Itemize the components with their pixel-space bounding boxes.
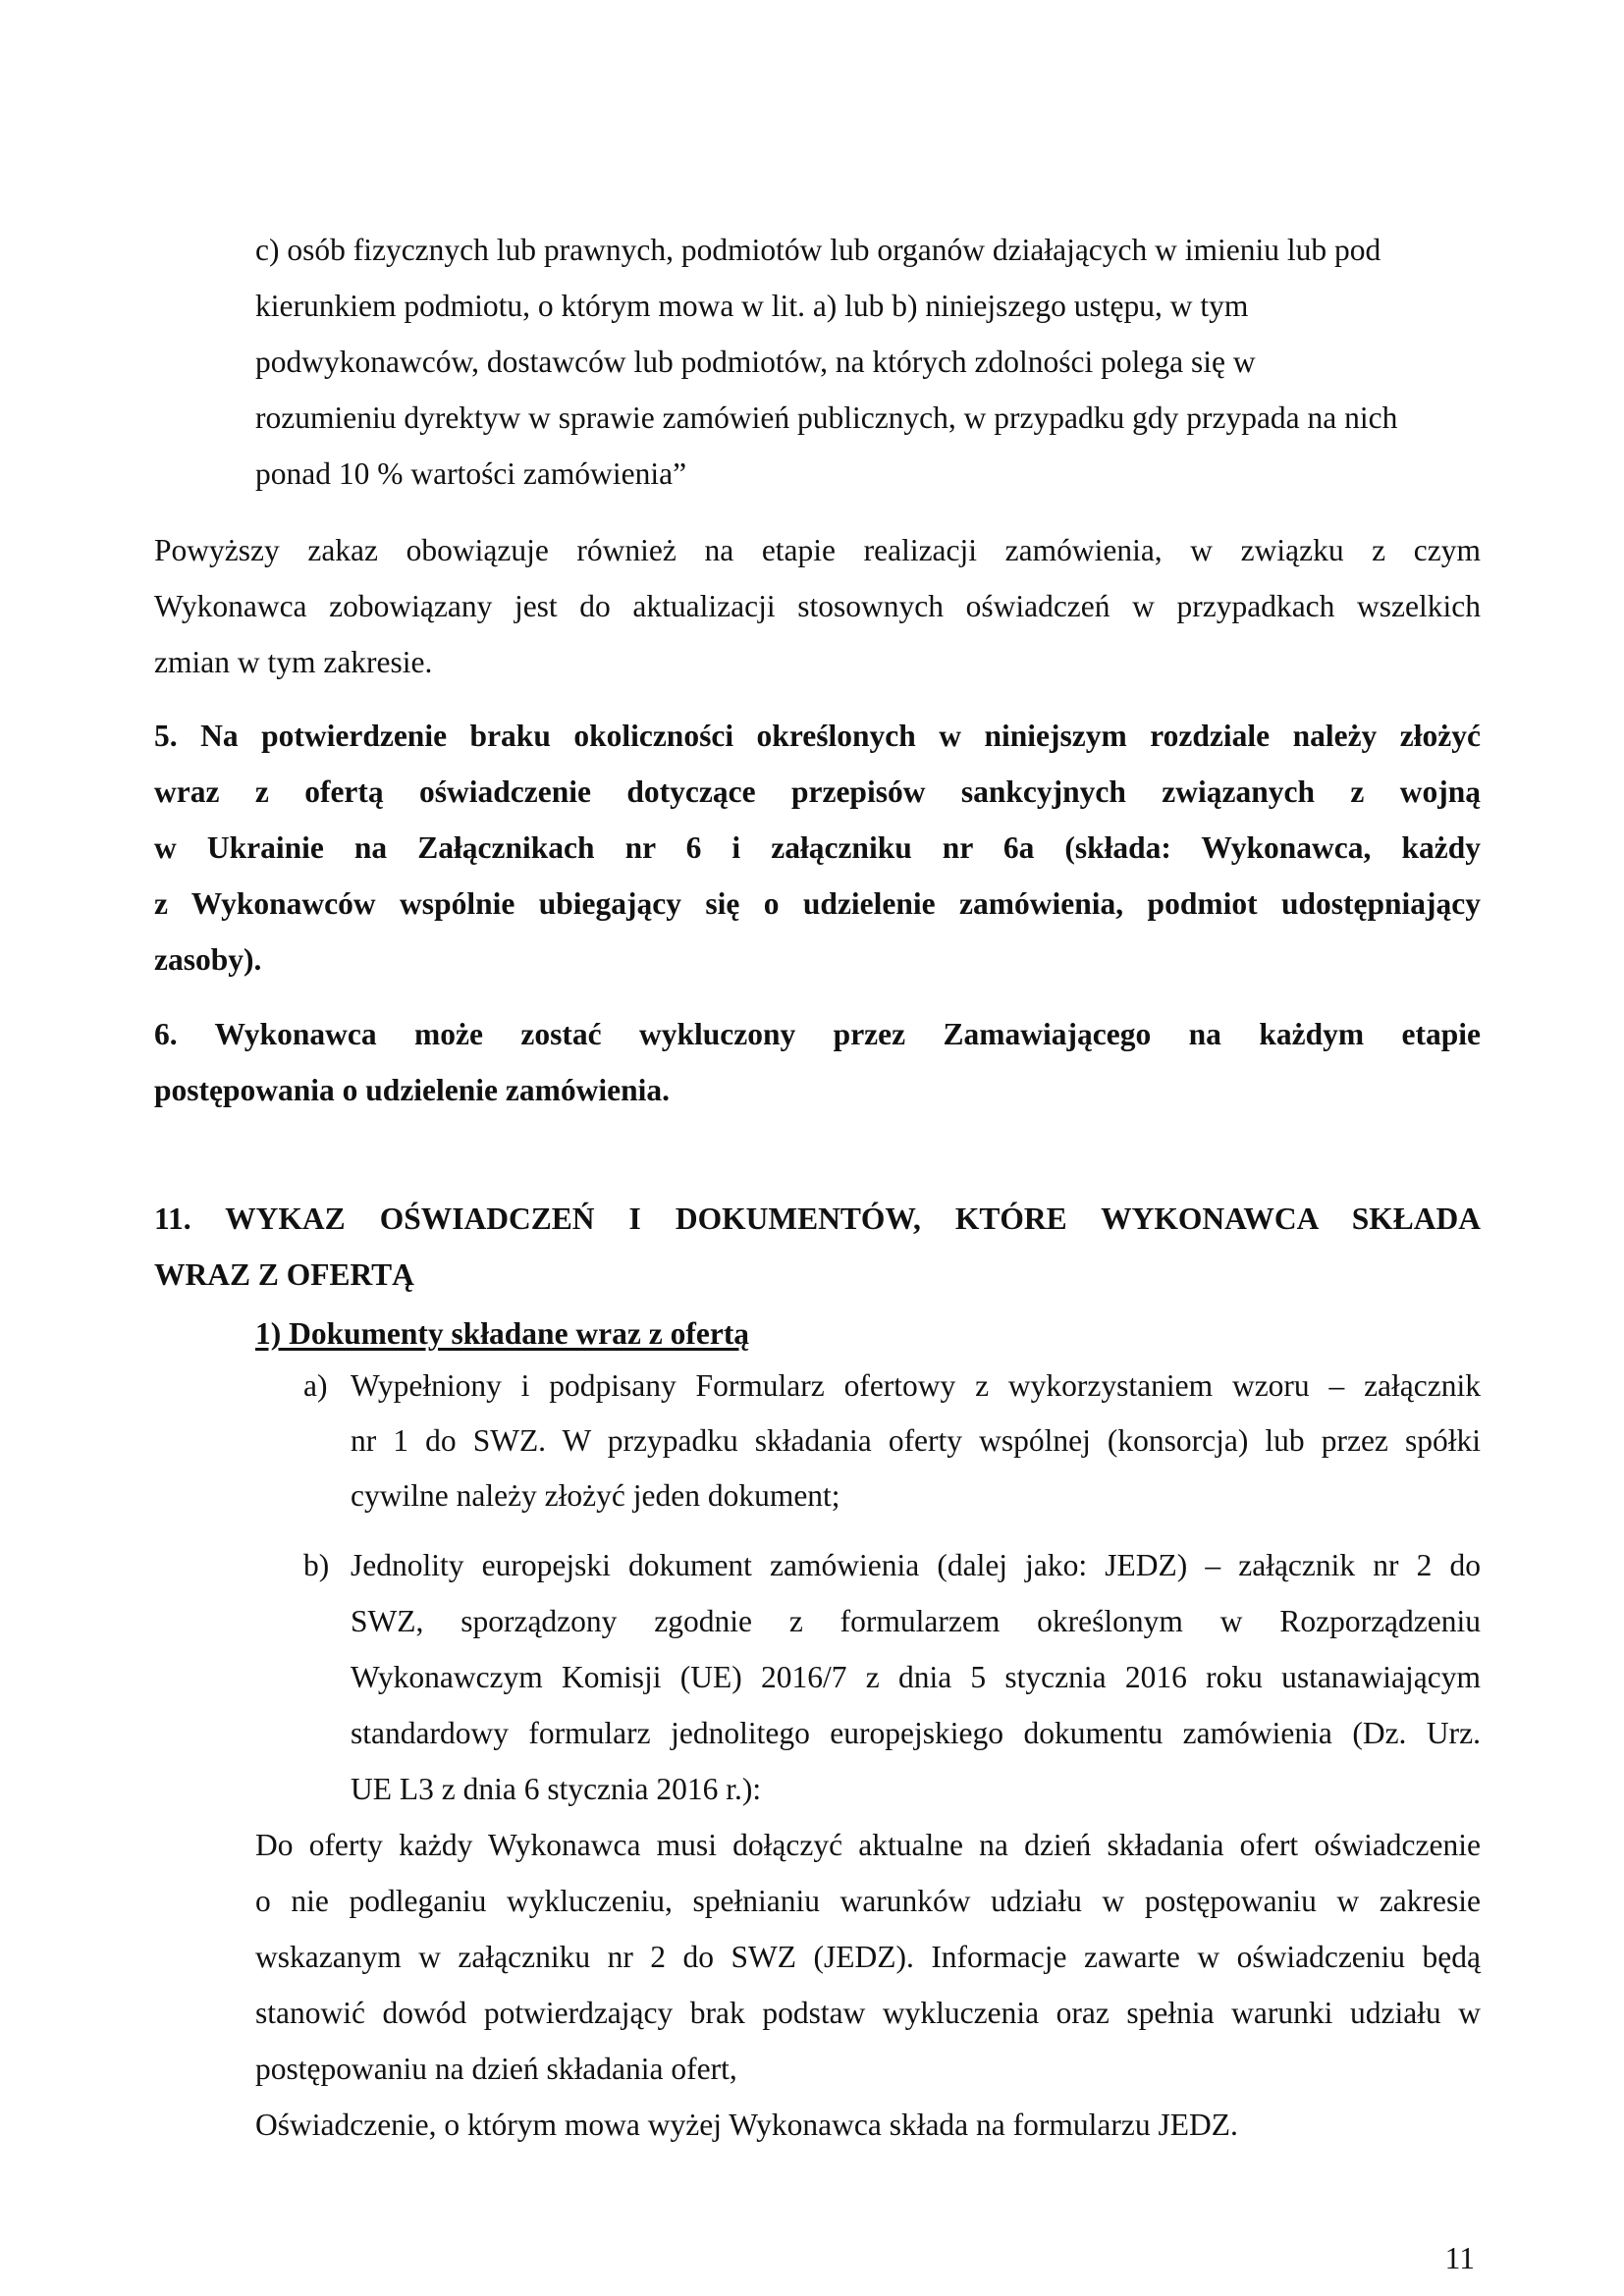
prohibition-note-line: Powyższy zakaz obowiązuje również na etapie realizacji zamówienia, w związku z czym	[154, 533, 1481, 567]
item-5-line: w Ukrainie na Załącznikach nr 6 i załączniku nr 6a (składa: Wykonawca, każdy	[154, 830, 1481, 865]
item-5-line: wraz z ofertą oświadczenie dotyczące przepisów sankcyjnych związanych z wojną	[154, 774, 1481, 809]
section-heading-line: 11. WYKAZ OŚWIADCZEŃ I DOKUMENTÓW, KTÓRE WYKONAWCA SKŁADA	[154, 1201, 1481, 1236]
list-item-line: nr 1 do SWZ. W przypadku składania oferty wspólnej (konsorcja) lub przez spółki	[351, 1423, 1481, 1458]
section-heading-line: WRAZ Z OFERTĄ	[154, 1257, 414, 1292]
point-c-paragraph	[255, 222, 1481, 502]
list-marker: a)	[303, 1368, 328, 1403]
list-item-line: cywilne należy złożyć jeden dokument;	[351, 1478, 840, 1513]
point-c-line: rozumieniu dyrektyw w sprawie zamówień publicznych, w przypadku gdy przypada na nich	[255, 400, 1398, 435]
page-number: 11	[1444, 2241, 1475, 2275]
prohibition-note-line: zmian w tym zakresie.	[154, 645, 433, 679]
list-item-line: Wypełniony i podpisany Formularz ofertowy z wykorzystaniem wzoru – załącznik	[351, 1368, 1481, 1403]
closing-paragraph	[255, 1817, 1481, 2097]
list-item-line: Jednolity europejski dokument zamówienia (dalej jako: JEDZ) – załącznik nr 2 do	[351, 1548, 1481, 1582]
prohibition-note-line: Wykonawca zobowiązany jest do aktualizacji stosownych oświadczeń w przypadkach wszelkich	[154, 589, 1481, 623]
item-6-line: 6. Wykonawca może zostać wykluczony przez Zamawiającego na każdym etapie	[154, 1017, 1481, 1051]
point-c-line: ponad 10 % wartości zamówienia”	[255, 456, 687, 491]
closing-line: postępowaniu na dzień składania ofert,	[255, 2052, 737, 2086]
final-statement: Oświadczenie, o którym mowa wyżej Wykonawca składa na formularzu JEDZ.	[255, 2108, 1238, 2142]
list-marker: b)	[303, 1548, 330, 1582]
item-6-line: postępowania o udzielenie zamówienia.	[154, 1073, 670, 1107]
closing-line: stanowić dowód potwierdzający brak podstaw wykluczenia oraz spełnia warunki udziału w	[255, 1996, 1481, 2030]
prohibition-note-paragraph	[154, 522, 1481, 690]
closing-line: wskazanym w załączniku nr 2 do SWZ (JEDZ). Informacje zawarte w oświadczeniu będą	[255, 1940, 1481, 1974]
closing-line: o nie podleganiu wykluczeniu, spełnianiu warunków udziału w postępowaniu w zakresie	[255, 1884, 1481, 1918]
list-item-line: UE L3 z dnia 6 stycznia 2016 r.):	[351, 1772, 762, 1806]
point-c-line: kierunkiem podmiotu, o którym mowa w lit. a) lub b) niniejszego ustępu, w tym	[255, 289, 1249, 323]
closing-line: Do oferty każdy Wykonawca musi dołączyć aktualne na dzień składania ofert oświadczenie	[255, 1828, 1481, 1862]
point-c-line: podwykonawców, dostawców lub podmiotów, na których zdolności polega się w	[255, 345, 1256, 379]
item-5-line: z Wykonawców wspólnie ubiegający się o udzielenie zamówienia, podmiot udostępniający	[154, 886, 1481, 921]
list-item-a	[303, 1359, 1481, 1523]
item-5-line: zasoby).	[154, 942, 262, 977]
item-5-line: 5. Na potwierdzenie braku okoliczności określonych w niniejszym rozdziale należy złożyć	[154, 719, 1481, 753]
item-5-paragraph	[154, 708, 1481, 988]
section-11-heading	[154, 1191, 1481, 1303]
item-6-paragraph	[154, 1006, 1481, 1118]
list-item-line: Wykonawczym Komisji (UE) 2016/7 z dnia 5 stycznia 2016 roku ustanawiającym	[351, 1660, 1481, 1694]
list-item-line: SWZ, sporządzony zgodnie z formularzem określonym w Rozporządzeniu	[351, 1604, 1481, 1638]
subsection-1-heading: 1) Dokumenty składane wraz z ofertą	[255, 1316, 750, 1351]
list-item-b	[303, 1537, 1481, 1817]
point-c-line: c) osób fizycznych lub prawnych, podmiotów lub organów działających w imieniu lub pod	[255, 233, 1381, 267]
list-item-line: standardowy formularz jednolitego europejskiego dokumentu zamówienia (Dz. Urz.	[351, 1716, 1481, 1750]
